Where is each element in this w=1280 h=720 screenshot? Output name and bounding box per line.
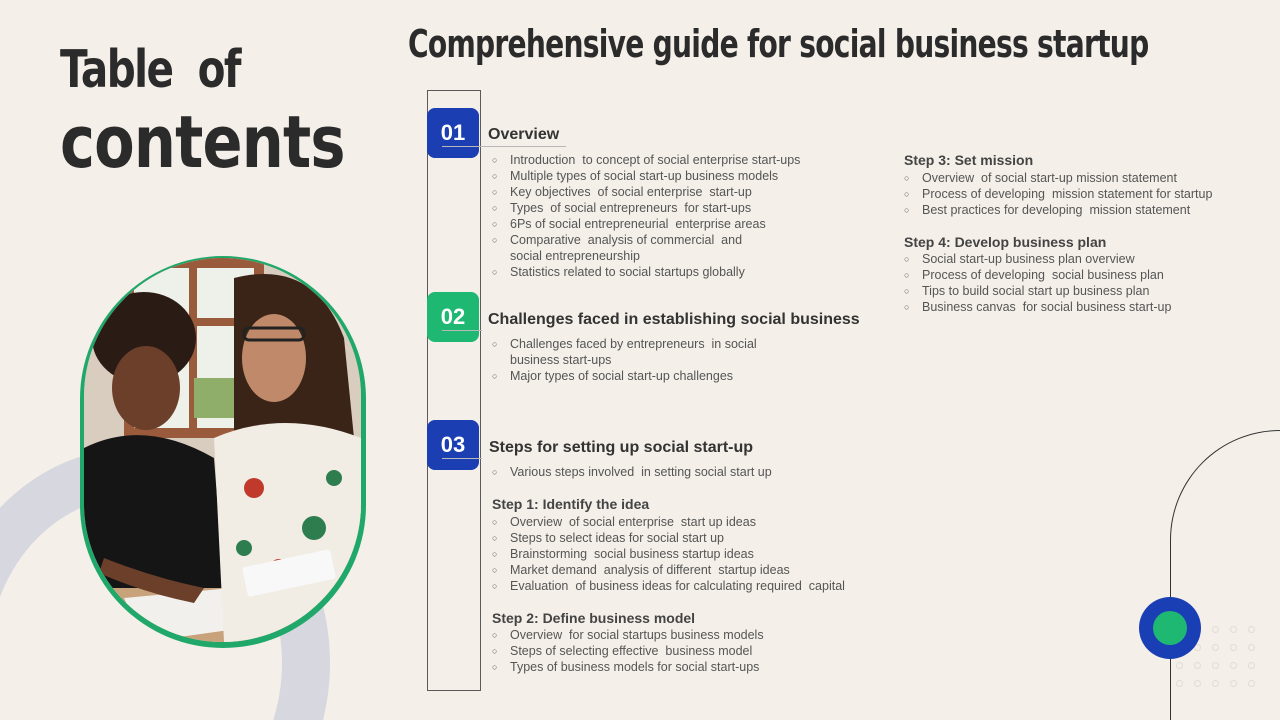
- list-item: ○ Steps to select ideas for social start up: [492, 530, 845, 546]
- list-item: ○ Market demand analysis of different startup ideas: [492, 562, 845, 578]
- step-title: Step 1: Identify the idea: [492, 496, 650, 512]
- list-item: ○ Social start-up business plan overview: [904, 251, 1171, 267]
- list-item: ○ Process of developing social business plan: [904, 267, 1171, 283]
- photo-two-women-working: [84, 258, 361, 642]
- list-item: ○ Introduction to concept of social enterprise start-ups: [492, 152, 800, 168]
- list-item: ○ Business canvas for social business start-up: [904, 299, 1171, 315]
- section-number-badge: 01: [427, 108, 479, 158]
- timeline-bar: [427, 90, 481, 691]
- list-item: ○ Tips to build social start up business plan: [904, 283, 1171, 299]
- section-item-list: [492, 336, 757, 384]
- step-title: Step 3: Set mission: [904, 152, 1034, 168]
- list-item: ○ Overview of social enterprise start up ideas: [492, 514, 845, 530]
- list-item: ○ Evaluation of business ideas for calculating required capital: [492, 578, 845, 594]
- step-title: Step 4: Develop business plan: [904, 234, 1107, 250]
- section-divider: [442, 330, 482, 331]
- list-item: ○ Statistics related to social startups globally: [492, 264, 800, 280]
- step-item-list: [492, 514, 845, 594]
- step-item-list: [492, 627, 764, 675]
- section-title: Challenges faced in establishing social business: [488, 311, 860, 328]
- list-item: ○ Types of social entrepreneurs for start-ups: [492, 200, 800, 216]
- main-title: Comprehensive guide for social business startup: [408, 22, 1149, 66]
- list-item: ○ Steps of selecting effective business model: [492, 643, 764, 659]
- decorative-green-circle: [1153, 611, 1187, 645]
- list-item: ○ Various steps involved in setting social start up: [492, 464, 772, 480]
- list-item: ○ Types of business models for social start-ups: [492, 659, 764, 675]
- list-item: ○ Brainstorming social business startup ideas: [492, 546, 845, 562]
- list-item: ○ Multiple types of social start-up business models: [492, 168, 800, 184]
- toc-title-line1: Table of: [60, 40, 240, 100]
- section-title: Steps for setting up social start-up: [489, 439, 754, 456]
- list-item: ○ Challenges faced by entrepreneurs in social business start-ups: [492, 336, 757, 368]
- section-title: Overview: [488, 126, 560, 143]
- list-item: ○ Overview for social startups business models: [492, 627, 764, 643]
- list-item: ○ Key objectives of social enterprise start-up: [492, 184, 800, 200]
- list-item: ○ 6Ps of social entrepreneurial enterprise areas: [492, 216, 800, 232]
- toc-title-line2: contents: [60, 100, 345, 184]
- section-number-badge: 03: [427, 420, 479, 470]
- list-item: ○ Major types of social start-up challenges: [492, 368, 757, 384]
- step-title: Step 2: Define business model: [492, 610, 696, 626]
- section-item-list: [492, 152, 800, 280]
- section-item-list: [492, 464, 772, 480]
- list-item: ○ Overview of social start-up mission statement: [904, 170, 1212, 186]
- step-item-list: [904, 170, 1212, 218]
- section-divider: [442, 146, 566, 147]
- list-item: ○ Process of developing mission statement for startup: [904, 186, 1212, 202]
- section-divider: [442, 458, 482, 459]
- list-item: ○ Best practices for developing mission statement: [904, 202, 1212, 218]
- list-item: ○ Comparative analysis of commercial and social entrepreneurship: [492, 232, 800, 264]
- step-item-list: [904, 251, 1171, 315]
- section-number-badge: 02: [427, 292, 479, 342]
